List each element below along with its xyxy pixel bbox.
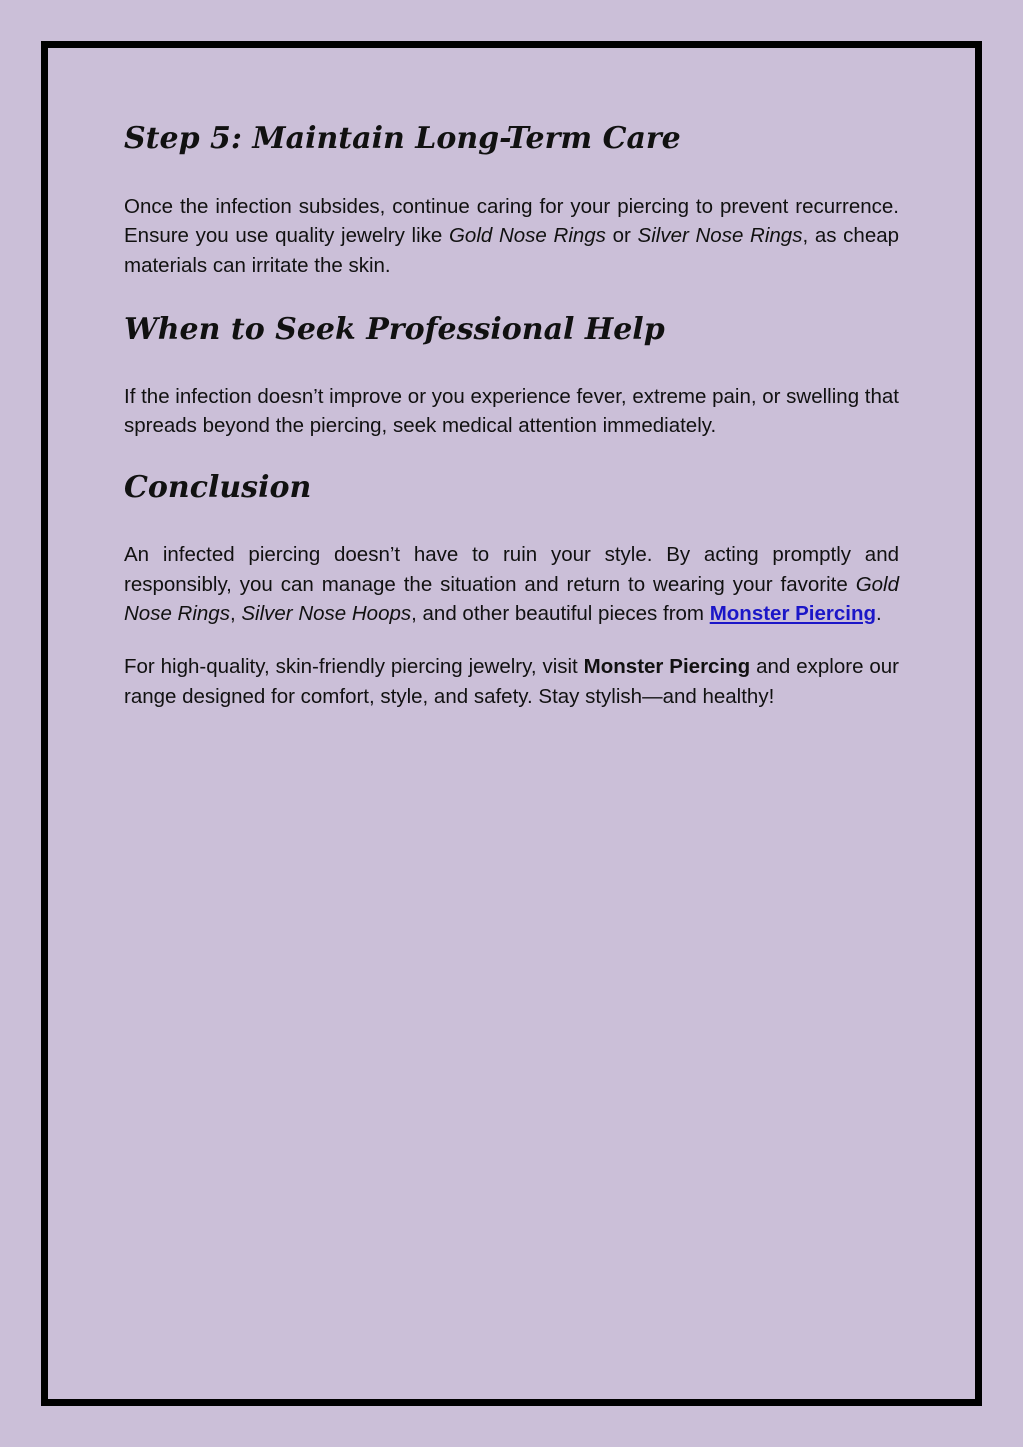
paragraph-step5 xyxy=(124,192,899,280)
italic-gold-nose-rings: Gold Nose Rings xyxy=(124,572,899,626)
text-run: For high-quality, skin-friendly piercing jewelry, visit xyxy=(124,655,584,679)
text-run: or xyxy=(605,224,638,248)
paragraph-professional-help: If the infection doesn’t improve or you experience fever, extreme pain, or swelling that spreads beyond the piercing, seek medical attention immediately. xyxy=(124,384,899,438)
bold-monster-piercing: Monster Piercing xyxy=(583,655,751,679)
heading-conclusion: Conclusion xyxy=(124,470,312,506)
italic-silver-nose-rings: Silver Nose Rings xyxy=(637,224,803,248)
text-run: and explore our range designed for comfort, style, and safety. Stay stylish—and healthy! xyxy=(124,655,900,708)
text-run: . xyxy=(876,602,882,626)
text-run: Once the infection subsides, continue caring for your piercing to prevent recurrence. Ensure you use quality jewelry like xyxy=(124,195,899,248)
italic-gold-nose-rings: Gold Nose Rings xyxy=(448,224,606,248)
heading-professional-help: When to Seek Professional Help xyxy=(124,311,665,347)
monster-piercing-link[interactable]: Monster Piercing xyxy=(709,602,877,626)
text-run: , and other beautiful pieces from xyxy=(411,602,710,626)
text-run: , xyxy=(229,602,242,626)
italic-silver-nose-hoops: Silver Nose Hoops xyxy=(241,602,412,626)
text-run: An infected piercing doesn’t have to ruin your style. By acting promptly and responsibly, you can manage the situation and return to wearing your favorite xyxy=(124,543,899,596)
text-run: , as cheap materials can irritate the skin. xyxy=(124,224,900,277)
heading-step5: Step 5: Maintain Long-Term Care xyxy=(124,121,681,156)
paragraph-call-to-action xyxy=(124,652,899,711)
paragraph-conclusion xyxy=(124,540,899,628)
document-content xyxy=(124,120,899,711)
